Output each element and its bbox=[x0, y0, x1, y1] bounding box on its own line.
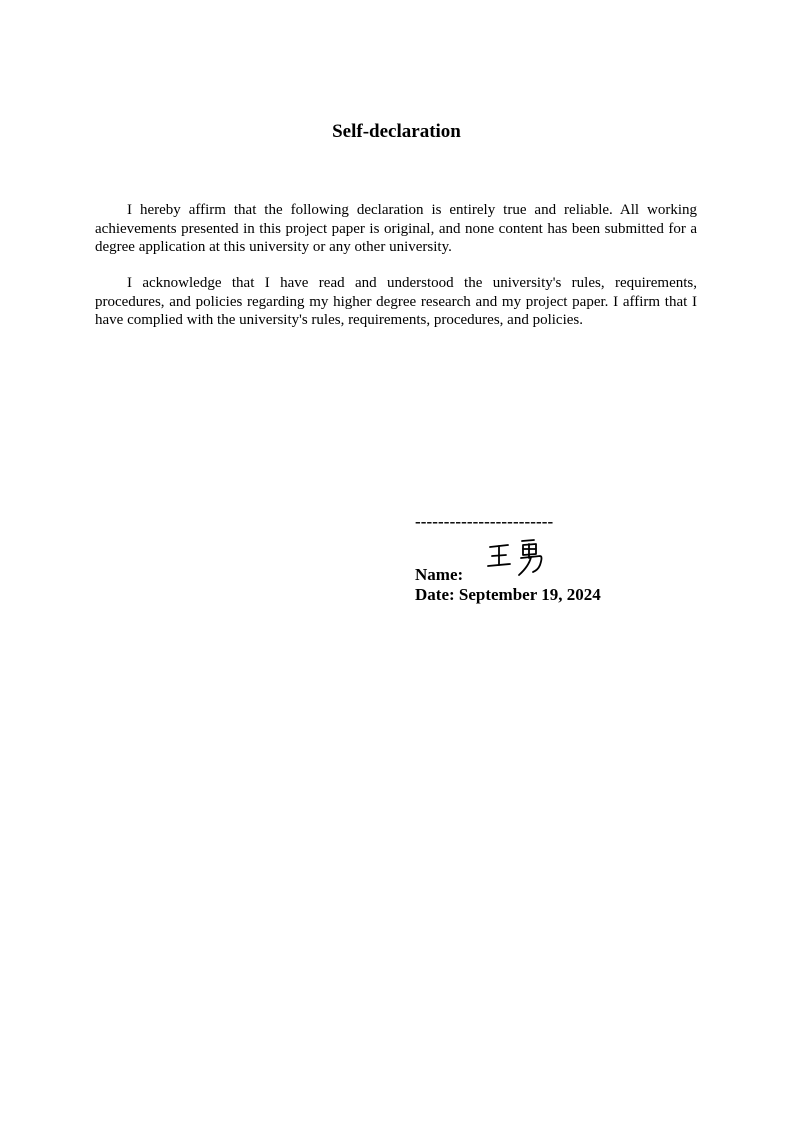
signature-line: ------------------------ bbox=[415, 512, 554, 531]
handwritten-signature bbox=[485, 538, 551, 578]
signature-name-label: Name: bbox=[415, 565, 464, 584]
page-title: Self-declaration bbox=[332, 121, 461, 142]
declaration-paragraph: I hereby affirm that the following declaration is entirely true and reliable. All working achievements presented in this project paper is original, and none content has been submitted for a degree application at this university or any other university. bbox=[95, 202, 697, 255]
signature-date: Date: September 19, 2024 bbox=[415, 585, 601, 604]
acknowledgement-paragraph: I acknowledge that I have read and understood the university's rules, requirements, procedures, and policies regarding my higher degree research and my project paper. I affirm that I have complied with the university's rules, requirements, procedures, and policies. bbox=[95, 275, 697, 328]
